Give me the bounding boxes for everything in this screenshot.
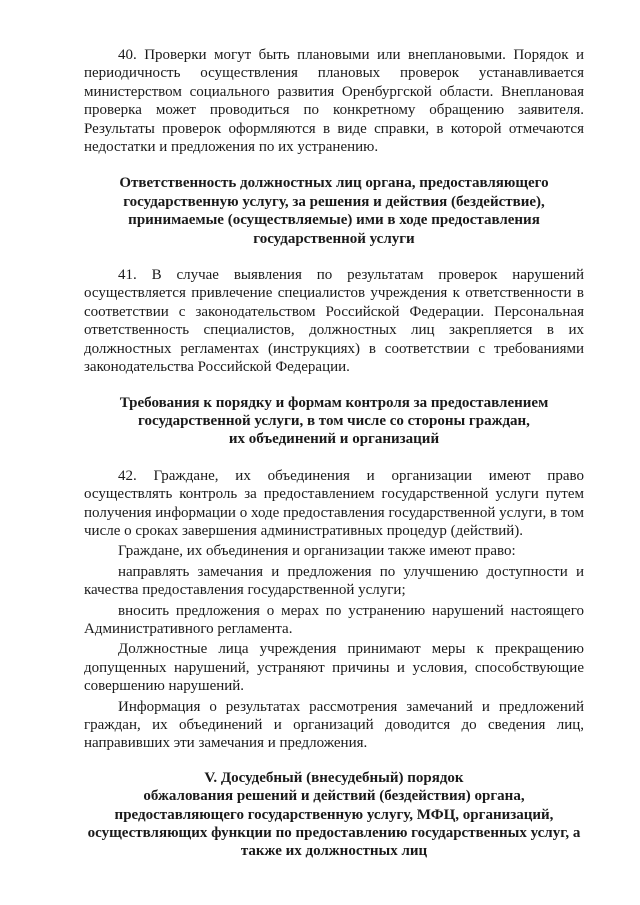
- heading-line: Требования к порядку и формам контроля за предоставлением: [119, 394, 549, 411]
- heading-line: государственной услуги, в том числе со стороны граждан,: [138, 412, 530, 429]
- paragraph-42-proposals: вносить предложения о мерах по устранению нарушений настоящего Административного регламента.: [84, 602, 584, 637]
- heading-line: V. Досудебный (внесудебный) порядок: [204, 769, 464, 786]
- paragraph-41: 41. В случае выявления по результатам проверок нарушений осуществляется привлечение специалистов учреждения к ответственности в соответствии с законодательством Российской Федерации. Персональная ответственность специалистов, должностных лиц закрепляется в их должностных регламентах (инструкциях) в соответствии с требованиями законодательства Российской Федерации.: [84, 267, 584, 376]
- heading-line: обжалования решений и действий (бездействия) органа,: [143, 788, 525, 805]
- paragraph-42-remarks: направлять замечания и предложения по улучшению доступности и качества предоставления государственной услуги;: [84, 563, 584, 599]
- heading-line: осуществляющих функции по предоставлению государственных услуг, а: [87, 825, 581, 842]
- heading-line: их объединений и организаций: [228, 431, 440, 448]
- section-heading-appeal: [84, 769, 584, 861]
- heading-line: Ответственность должностных лиц органа, предоставляющего: [119, 175, 549, 192]
- paragraph-42-officials: Должностные лица учреждения принимают меры к прекращению допущенных нарушений, устраняют причины и условия, способствующие совершению нарушений.: [84, 641, 584, 695]
- paragraph-42-information: Информация о результатах рассмотрения замечаний и предложений граждан, их объединений и организаций доводится до сведения лиц, направивших эти замечания и предложения.: [84, 698, 584, 752]
- heading-line: также их должностных лиц: [240, 843, 428, 860]
- heading-line: государственной услуги: [253, 230, 415, 247]
- paragraph-40: 40. Проверки могут быть плановыми или внеплановыми. Порядок и периодичность осуществления плановых проверок устанавливается министерством социального развития Оренбургской области. Внеплановая проверка может проводиться по конкретному обращению заявителя. Результаты проверок оформляются в виде справки, в которой отмечаются недостатки и предложения по их устранению.: [84, 47, 584, 156]
- section-heading-responsibility: [84, 174, 584, 248]
- heading-line: предоставляющего государственную услугу, МФЦ, организаций,: [114, 806, 554, 823]
- section-heading-control-requirements: [84, 394, 584, 449]
- paragraph-42: 42. Граждане, их объединения и организации имеют право осуществлять контроль за предоставлением государственной услуги путем получения информации о ходе предоставления государственной услуги, в том числе о сроках завершения административных процедур (действий).: [84, 467, 584, 539]
- paragraph-42-rights: Граждане, их объединения и организации также имеют право:: [118, 543, 516, 560]
- heading-line: государственную услугу, за решения и действия (бездействие),: [123, 193, 545, 210]
- heading-line: принимаемые (осуществляемые) ими в ходе предоставления: [128, 212, 540, 229]
